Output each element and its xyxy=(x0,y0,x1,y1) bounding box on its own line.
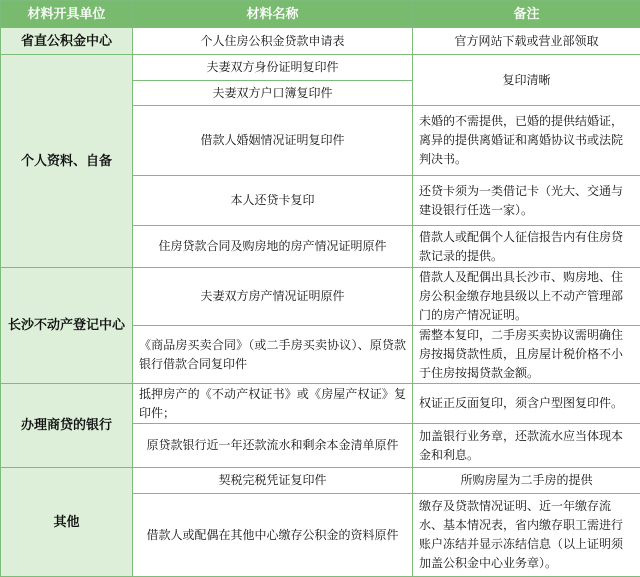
remark-cell: 未婚的不需提供，已婚的提供结婚证，离异的提供离婚证和离婚协议书或法院判决书。 xyxy=(413,106,640,176)
table-row xyxy=(1,55,640,81)
table-row xyxy=(1,384,640,424)
org-cell: 长沙不动产登记中心 xyxy=(1,268,133,384)
remark-cell: 复印清晰 xyxy=(413,55,640,106)
header-row xyxy=(1,1,640,28)
remark-cell: 权证正反面复印，须含户型图复印件。 xyxy=(413,384,640,424)
org-cell: 省直公积金中心 xyxy=(1,28,133,55)
header-material-name: 材料名称 xyxy=(133,1,413,28)
material-name-cell: 本人还贷卡复印 xyxy=(133,176,413,226)
remark-cell: 需整本复印，二手房买卖协议需明确住房按揭贷款性质，且房屋计税价格不小于住房按揭贷款金额。 xyxy=(413,326,640,384)
header-org: 材料开具单位 xyxy=(1,1,133,28)
material-name-cell: 夫妻双方户口簿复印件 xyxy=(133,81,413,106)
header-remarks: 备注 xyxy=(413,1,640,28)
org-cell: 其他 xyxy=(1,468,133,577)
table-row xyxy=(1,468,640,494)
remark-cell: 借款人及配偶出具长沙市、购房地、住房公积金缴存地县级以上不动产管理部门的房产情况证明。 xyxy=(413,268,640,326)
org-cell: 个人资料、自备 xyxy=(1,55,133,268)
material-name-cell: 借款人或配偶在其他中心缴存公积金的资料原件 xyxy=(133,494,413,577)
material-name-cell: 原贷款银行近一年还款流水和剩余本金清单原件 xyxy=(133,424,413,468)
table-row xyxy=(1,28,640,55)
material-name-cell: 借款人婚姻情况证明复印件 xyxy=(133,106,413,176)
remark-cell: 官方网站下载或营业部领取 xyxy=(413,28,640,55)
remark-cell: 所购房屋为二手房的提供 xyxy=(413,468,640,494)
material-name-cell: 《商品房买卖合同》（或二手房买卖协议）、原贷款银行借款合同复印件 xyxy=(133,326,413,384)
material-name-cell: 住房贷款合同及购房地的房产情况证明原件 xyxy=(133,226,413,268)
org-cell: 办理商贷的银行 xyxy=(1,384,133,468)
material-name-cell: 夫妻双方房产情况证明原件 xyxy=(133,268,413,326)
material-name-cell: 个人住房公积金贷款申请表 xyxy=(133,28,413,55)
remark-cell: 还贷卡须为一类借记卡（光大、交通与建设银行任选一家）。 xyxy=(413,176,640,226)
material-name-cell: 夫妻双方身份证明复印件 xyxy=(133,55,413,81)
remark-cell: 加盖银行业务章，还款流水应当体现本金和利息。 xyxy=(413,424,640,468)
table-row xyxy=(1,268,640,326)
material-name-cell: 抵押房产的《不动产权证书》或《房屋产权证》复印件； xyxy=(133,384,413,424)
remark-cell: 缴存及贷款情况证明、近一年缴存流水、基本情况表，省内缴存职工需进行账户冻结并显示冻结信息（以上证明须加盖公积金中心业务章）。 xyxy=(413,494,640,577)
remark-cell: 借款人或配偶个人征信报告内有住房贷款记录的提供。 xyxy=(413,226,640,268)
material-name-cell: 契税完税凭证复印件 xyxy=(133,468,413,494)
